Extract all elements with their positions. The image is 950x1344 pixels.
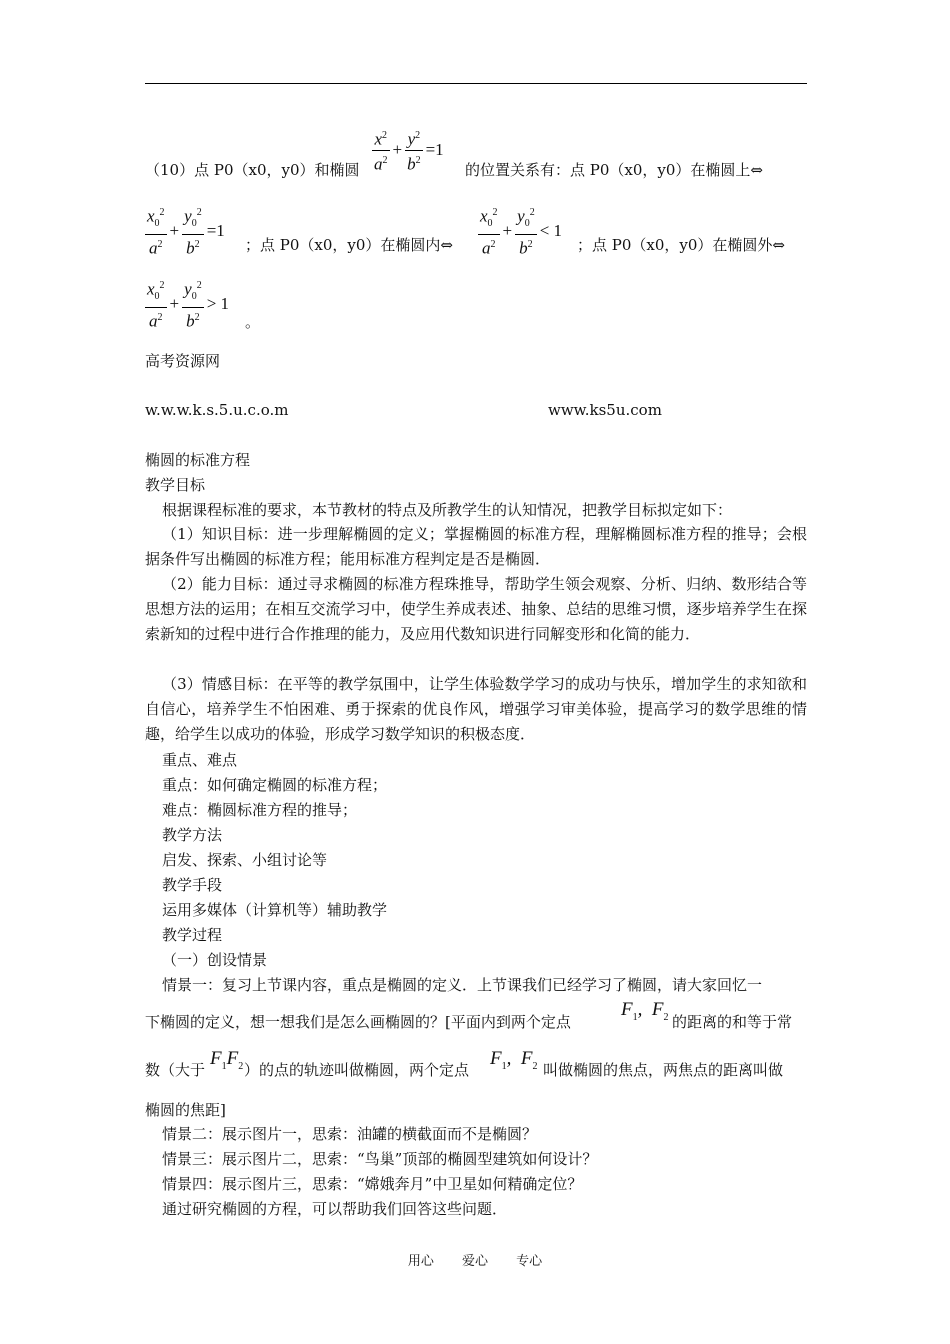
page-footer bbox=[0, 1250, 950, 1269]
item10-suffix: 的位置关系有：点 P0（x0，y0）在椭圆上⇔ bbox=[465, 161, 763, 179]
goals-heading: 教学目标 bbox=[145, 476, 206, 494]
process-heading: 教学过程 bbox=[162, 926, 223, 944]
key-heading: 重点、难点 bbox=[162, 751, 238, 769]
focus-symbols: $F_1$, $F_2$ bbox=[490, 1048, 538, 1072]
closing-line: 通过研究椭圆的方程，可以帮助我们回答这些问题． bbox=[162, 1200, 508, 1218]
on-ellipse-condition: $\frac{x_0^2}{a^2}$ + $\frac{y_0^2}{b^2}$ =1 bbox=[145, 203, 228, 259]
scene1-line3-mid: ）的点的轨迹叫做椭圆，两个定点 bbox=[244, 1061, 470, 1079]
ellipse-equation: $\frac{x^2}{a^2}$ + $\frac{y^2}{b^2}$ =1 bbox=[372, 126, 447, 174]
header-rule bbox=[145, 83, 807, 84]
scene2: 情景二：展示图片一，思索：油罐的横截面而不是椭圆？ bbox=[162, 1125, 538, 1143]
scene1-line3-end: 叫做椭圆的焦点，两焦点的距离叫做 bbox=[543, 1061, 784, 1079]
footer-c: 专心 bbox=[516, 1254, 543, 1269]
item10-end: 。 bbox=[245, 313, 261, 331]
outside-ellipse-condition: $\frac{x_0^2}{a^2}$ + $\frac{y_0^2}{b^2}$ > 1 bbox=[145, 276, 232, 332]
goal-emotion: （3）情感目标：在平等的教学氛围中，让学生体验数学学习的成功与快乐，增加学生的求知欲和自信心，培养学生不怕困难、勇于探索的优良作风，增强学习审美体验，提高学习的数学思维的情趣，给学生以成功的体验，形成学习数学知识的积极态度． bbox=[145, 675, 807, 743]
means-heading: 教学手段 bbox=[162, 876, 223, 894]
scene1-line4: 椭圆的焦距] bbox=[145, 1101, 226, 1119]
scene4: 情景四：展示图片三，思索：“嫦娥奔月”中卫星如何精确定位？ bbox=[162, 1175, 583, 1193]
item10-mid1: ；点 P0（x0，y0）在椭圆内⇔ bbox=[245, 236, 453, 254]
difficult-point: 难点：椭圆标准方程的推导； bbox=[162, 801, 358, 819]
footer-a: 用心 bbox=[407, 1254, 434, 1269]
item10-prefix: （10）点 P0（x0，y0）和椭圆 bbox=[145, 161, 360, 179]
scene1-line1: 情景一：复习上节课内容，重点是椭圆的定义．上节课我们已经学习了椭圆，请大家回忆一 bbox=[162, 976, 763, 994]
site-url[interactable]: www.ks5u.com bbox=[548, 401, 662, 419]
method: 启发、探索、小组讨论等 bbox=[162, 851, 328, 869]
scene3: 情景三：展示图片二，思索：“鸟巢”顶部的椭圆型建筑如何设计？ bbox=[162, 1150, 598, 1168]
footer-b: 爱心 bbox=[461, 1254, 488, 1269]
scene1-line2: 下椭圆的定义，想一想我们是怎么画椭圆的？[平面内到两个定点 bbox=[145, 1013, 571, 1031]
goals-intro: 根据课程标准的要求，本节教材的特点及所教学生的认知情况，把教学目标拟定如下： bbox=[162, 501, 733, 519]
scene-heading: （一）创设情景 bbox=[162, 951, 268, 969]
scene1-line3-start: 数（大于 bbox=[145, 1061, 206, 1079]
goal-ability: （2）能力目标：通过寻求椭圆的标准方程珠推导，帮助学生领会观察、分析、归纳、数形结合等思想方法的运用；在相互交流学习中，使学生养成表述、抽象、总结的思维习惯，逐步培养学生在探索新知的过程中进行合作推理的能力，及应用代数知识进行同解变形和化简的能力． bbox=[145, 575, 807, 643]
means: 运用多媒体（计算机等）辅助教学 bbox=[162, 901, 388, 919]
item10-mid2: ；点 P0（x0，y0）在椭圆外⇔ bbox=[577, 236, 785, 254]
scene1-line2-end: 的距离的和等于常 bbox=[672, 1013, 793, 1031]
site-name: 高考资源网 bbox=[145, 352, 221, 370]
focal-distance-symbol: $F_1F_2$ bbox=[210, 1048, 244, 1072]
key-point: 重点：如何确定椭圆的标准方程； bbox=[162, 776, 388, 794]
goal-knowledge: （1）知识目标：进一步理解椭圆的定义；掌握椭圆的标准方程，理解椭圆标准方程的推导；会根据条件写出椭圆的标准方程；能用标准方程判定是否是椭圆． bbox=[145, 525, 807, 568]
inside-ellipse-condition: $\frac{x_0^2}{a^2}$ + $\frac{y_0^2}{b^2}$ < 1 bbox=[478, 203, 565, 259]
method-heading: 教学方法 bbox=[162, 826, 223, 844]
site-url-spaced[interactable]: w.w.w.k.s.5.u.c.o.m bbox=[145, 401, 289, 419]
focus-f1-symbol: $F_1$, $F_2$ bbox=[621, 999, 669, 1023]
lesson-title: 椭圆的标准方程 bbox=[145, 451, 251, 469]
